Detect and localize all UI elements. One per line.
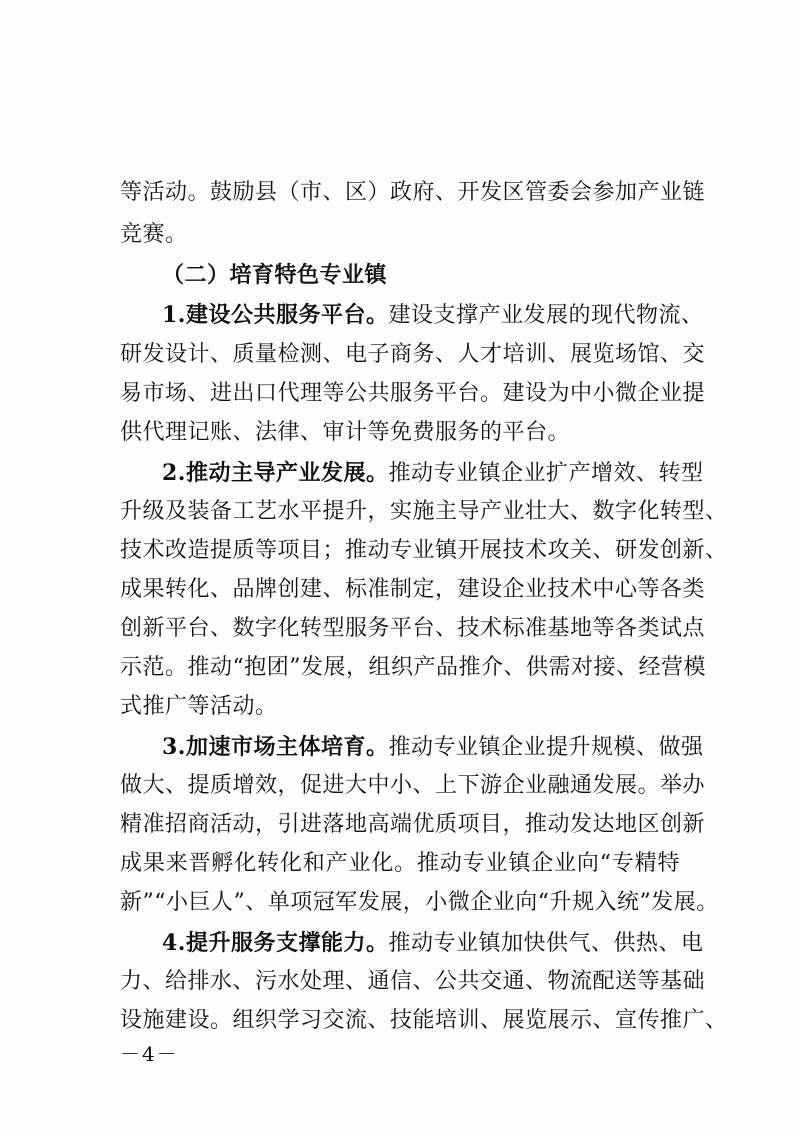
body-text-line: 技术改造提质等项目；推动专业镇开展技术攻关、研发创新、	[120, 538, 728, 563]
body-text-line: 易市场、进出口代理等公共服务平台。建设为中小微企业提	[120, 381, 706, 406]
paragraph-text: 推动专业镇加快供气、供热、电	[388, 931, 704, 956]
paragraph-first-line	[162, 734, 704, 761]
paragraph-lead: 4.提升服务支撑能力。	[162, 930, 389, 956]
paragraph-first-line	[162, 302, 704, 329]
body-text-line: 示范。推动“抱团”发展，组织产品推介、供需对接、经营模	[120, 655, 706, 680]
paragraph-first-line	[162, 460, 704, 487]
paragraph-text: 推动专业镇企业提升规模、做强	[388, 735, 704, 760]
body-text-line: 做大、提质增效，促进大中小、上下游企业融通发展。举办	[120, 773, 706, 798]
body-text-line: 供代理记账、法律、审计等免费服务的平台。	[120, 420, 571, 445]
body-text-line: 力、给排水、污水处理、通信、公共交通、物流配送等基础	[120, 969, 706, 994]
body-text-line: 升级及装备工艺水平提升，实施主导产业壮大、数字化转型、	[120, 499, 728, 524]
body-text-line: 创新平台、数字化转型服务平台、技术标准基地等各类试点	[120, 616, 706, 641]
body-text-line: 研发设计、质量检测、电子商务、人才培训、展览场馆、交	[120, 342, 706, 367]
body-text-line: 成果来晋孵化转化和产业化。推动专业镇企业向“专精特	[120, 851, 680, 876]
body-text-line: 成果转化、品牌创建、标准制定，建设企业技术中心等各类	[120, 577, 706, 602]
body-text-line: 式推广等活动。	[120, 694, 278, 719]
paragraph-text: 推动专业镇企业扩产增效、转型	[388, 461, 704, 486]
paragraph-text: 建设支撑产业发展的现代物流、	[388, 303, 704, 328]
body-text-line: 精准招商活动，引进落地高端优质项目，推动发达地区创新	[120, 812, 706, 837]
body-text-line: 等活动。鼓励县（市、区）政府、开发区管委会参加产业链	[120, 180, 706, 205]
body-text-line: 竞赛。	[120, 222, 188, 247]
paragraph-lead: 1.建设公共服务平台。	[162, 302, 389, 328]
page-number: －4－	[120, 1042, 179, 1066]
paragraph-first-line	[162, 930, 704, 957]
paragraph-lead: 3.加速市场主体培育。	[162, 734, 389, 760]
body-text-line: 新”“小巨人”、单项冠军发展，小微企业向“升规入统”发展。	[120, 890, 719, 915]
section-heading: （二）培育特色专业镇	[162, 262, 388, 288]
paragraph-lead: 2.推动主导产业发展。	[162, 460, 389, 486]
body-text-line: 设施建设。组织学习交流、技能培训、展览展示、宣传推广、	[120, 1008, 728, 1033]
